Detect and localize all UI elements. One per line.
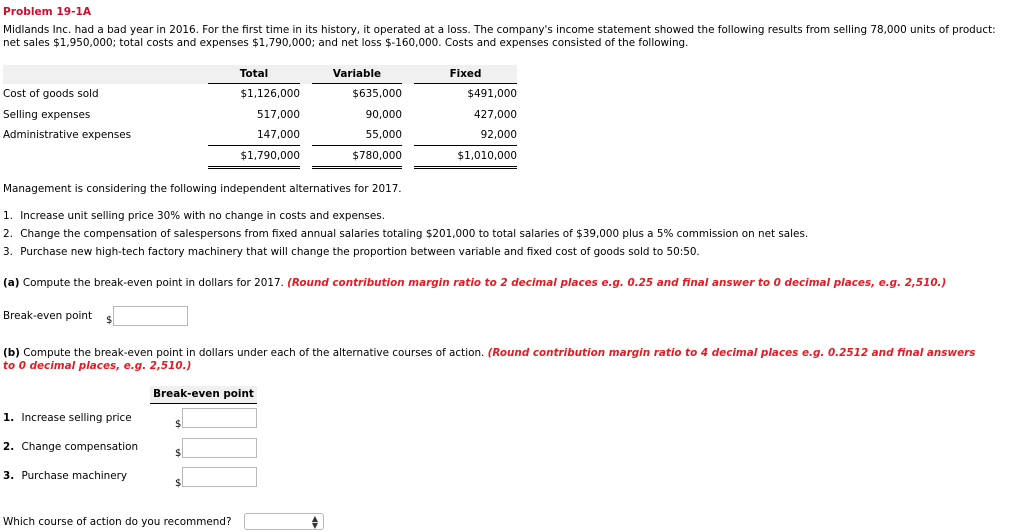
alt-row-label: [3, 412, 132, 424]
problem-title: Problem 19-1A: [3, 6, 92, 18]
alt-row-text: Change compensation: [21, 441, 139, 453]
break-even-input[interactable]: [113, 306, 188, 326]
alt-row-num: 2.: [3, 441, 15, 453]
header-fixed: Fixed: [414, 65, 517, 84]
row-label: Cost of goods sold: [3, 88, 99, 100]
cost-table-corner: [3, 65, 208, 84]
cell-variable: 90,000: [365, 108, 402, 121]
alt-row-text: Increase selling price: [21, 412, 132, 424]
currency-symbol: $: [175, 478, 182, 489]
cell-fixed: 427,000: [474, 108, 517, 121]
currency-symbol: $: [175, 419, 182, 430]
alternatives-intro: Management is considering the following independent alternatives for 2017.: [3, 183, 402, 195]
alt-row-label: [3, 470, 127, 482]
alternative-num: 2.: [3, 228, 13, 240]
part-a-input-label: Break-even point: [3, 310, 93, 322]
problem-intro: Midlands Inc. had a bad year in 2016. For the first time in its history, it operated at a loss. The company's income statement showed the following results from selling 78,000 units of product: net sales $1,950,000; total costs and expenses $1,790,000; and net loss $-160,000. Costs and expenses consisted of the following.: [3, 24, 996, 49]
total-variable: $780,000: [312, 145, 402, 167]
part-a-text: Compute the break-even point in dollars for 2017.: [22, 277, 284, 289]
cell-total: 147,000: [257, 128, 300, 141]
increase-price-input[interactable]: [182, 408, 257, 428]
purchase-machinery-input[interactable]: [182, 467, 257, 487]
total-total: $1,790,000: [208, 145, 300, 167]
table-row: [3, 84, 517, 105]
part-b-label: (b): [3, 347, 20, 359]
alternative-text: Change the compensation of salespersons from fixed annual salaries totaling $201,000 to total salaries of $39,000 plus a 5% commission on net sales.: [20, 228, 809, 240]
alternative-item: [3, 246, 700, 258]
header-variable: Variable: [312, 65, 402, 84]
alternative-num: 3.: [3, 246, 13, 258]
table-total-row: [3, 145, 517, 167]
part-a-note: (Round contribution margin ratio to 2 decimal places e.g. 0.25 and final answer to 0 decimal places, e.g. 2,510.): [287, 277, 947, 289]
part-b-note: (Round contribution margin ratio to 4 decimal places e.g. 0.2512 and final answers: [487, 347, 976, 359]
header-gap: [300, 65, 312, 84]
cell-total: $1,126,000: [240, 88, 300, 101]
break-even-column-header: Break-even point: [150, 386, 257, 404]
recommend-question: Which course of action do you recommend?: [3, 516, 232, 528]
part-b-text: Compute the break-even point in dollars under each of the alternative courses of action.: [23, 347, 485, 359]
part-a-label: (a): [3, 277, 20, 289]
updown-arrows-icon: ▲ ▼: [311, 514, 318, 530]
alt-row-num: 3.: [3, 470, 15, 482]
alternative-text: Increase unit selling price 30% with no change in costs and expenses.: [20, 210, 385, 222]
total-fixed: $1,010,000: [414, 145, 517, 167]
header-total: Total: [208, 65, 300, 84]
cell-total: 517,000: [257, 108, 300, 121]
part-b-note-cont: to 0 decimal places, e.g. 2,510.): [3, 360, 192, 372]
alt-row-num: 1.: [3, 412, 15, 424]
recommend-select[interactable]: [244, 513, 324, 530]
row-label: Selling expenses: [3, 108, 91, 121]
cell-fixed: 92,000: [480, 128, 517, 141]
cell-variable: $635,000: [352, 88, 402, 101]
currency-symbol: $: [175, 448, 182, 459]
change-compensation-input[interactable]: [182, 438, 257, 458]
alternative-item: [3, 228, 808, 240]
part-a-question: [3, 277, 946, 289]
row-label: Administrative expenses: [3, 128, 132, 141]
part-b-question: [3, 347, 975, 359]
alternative-num: 1.: [3, 210, 13, 222]
alt-row-label: [3, 441, 138, 453]
alt-row-text: Purchase machinery: [21, 470, 128, 482]
alternative-item: [3, 210, 385, 222]
cost-table: [3, 65, 517, 169]
cell-fixed: $491,000: [467, 88, 517, 101]
table-row: [3, 125, 517, 146]
header-gap: [402, 65, 414, 84]
currency-symbol: $: [106, 315, 113, 326]
cell-variable: 55,000: [365, 128, 402, 141]
table-row: [3, 105, 517, 125]
alternative-text: Purchase new high-tech factory machinery that will change the proportion between variable and fixed cost of goods sold to 50:50.: [20, 246, 700, 258]
